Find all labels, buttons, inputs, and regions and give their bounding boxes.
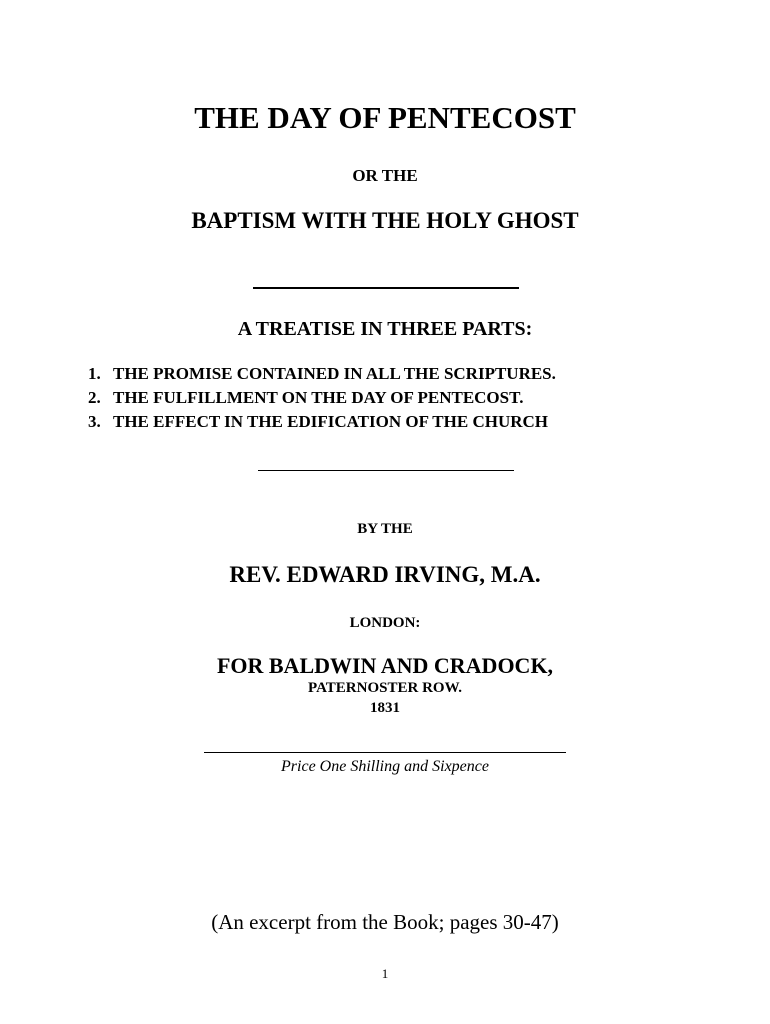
list-item xyxy=(88,386,556,410)
publisher-name: FOR BALDWIN AND CRADOCK, xyxy=(216,653,554,678)
list-item xyxy=(88,362,556,386)
price-line: Price One Shilling and Sixpence xyxy=(281,758,489,775)
publication-city: LONDON: xyxy=(349,615,421,631)
divider-rule-1 xyxy=(253,287,519,289)
list-item xyxy=(88,410,556,434)
divider-rule-2 xyxy=(258,470,514,471)
divider-rule-3 xyxy=(204,752,566,753)
treatise-heading: A TREATISE IN THREE PARTS: xyxy=(237,318,533,340)
list-item-number: 2. xyxy=(88,388,101,407)
publisher-street: PATERNOSTER ROW. xyxy=(308,680,462,696)
list-item-text: THE PROMISE CONTAINED IN ALL THE SCRIPTURES. xyxy=(113,364,556,383)
list-item-text: THE FULFILLMENT ON THE DAY OF PENTECOST. xyxy=(113,388,524,407)
list-item-text: THE EFFECT IN THE EDIFICATION OF THE CHURCH xyxy=(113,412,548,431)
book-title: THE DAY OF PENTECOST xyxy=(194,100,576,135)
list-item-number: 3. xyxy=(88,412,101,431)
page-number: 1 xyxy=(381,966,389,981)
author-name: REV. EDWARD IRVING, M.A. xyxy=(229,562,541,587)
or-the-line: OR THE xyxy=(352,166,418,185)
list-item-number: 1. xyxy=(88,364,101,383)
excerpt-note: (An excerpt from the Book; pages 30-47) xyxy=(211,910,559,934)
parts-list xyxy=(88,362,556,434)
by-the-line: BY THE xyxy=(357,521,413,537)
book-subtitle: BAPTISM WITH THE HOLY GHOST xyxy=(191,208,579,233)
publication-year: 1831 xyxy=(370,700,400,716)
